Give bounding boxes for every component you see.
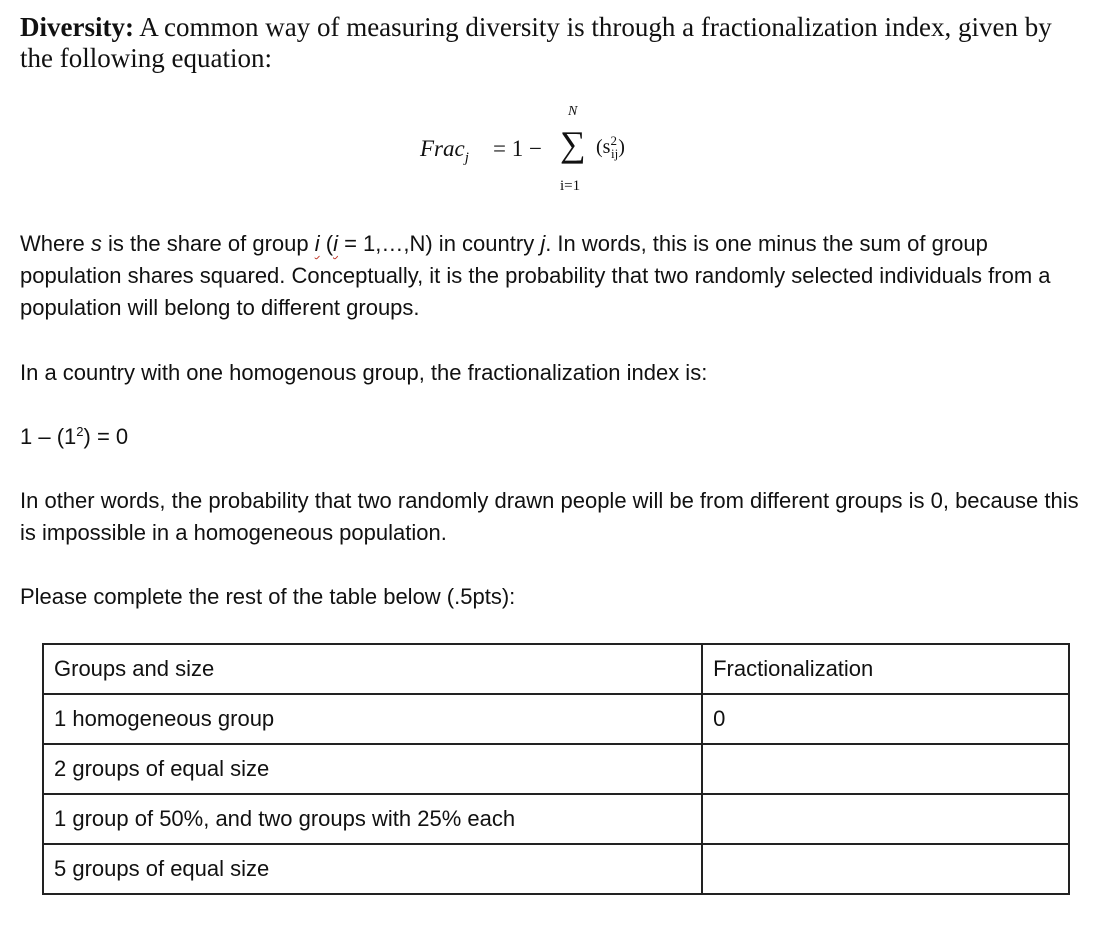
formula-lhs: Frac$_j$ bbox=[420, 136, 469, 166]
fractionalization-formula bbox=[420, 100, 680, 200]
formula-upper-limit: N bbox=[568, 104, 578, 119]
table-header-row bbox=[43, 644, 1069, 694]
homogenous-intro: In a country with one homogenous group, the fractionalization index is: bbox=[20, 360, 708, 385]
explanation-paragraph: In other words, the probability that two randomly drawn people will be from different groups is 0, because this is impossible in a homogeneous population. bbox=[20, 488, 1079, 545]
fractionalization-cell[interactable] bbox=[702, 744, 1069, 794]
definition-paragraph: Where s is the share of group i (i = 1,…,N) in country j. In words, this is one minus the sum of group population shares squared. Conceptually, it is the probability that two randomly selected individuals from a population will belong to different groups. bbox=[20, 231, 1051, 320]
table-row bbox=[43, 844, 1069, 894]
fractionalization-table bbox=[42, 643, 1070, 895]
groups-cell: 2 groups of equal size bbox=[43, 744, 702, 794]
formula-term: $(s^2_{ij})$ bbox=[596, 133, 625, 161]
example-equation: $1 - (1^2) = 0$ bbox=[20, 424, 129, 449]
groups-cell: 5 groups of equal size bbox=[43, 844, 702, 894]
table-row bbox=[43, 694, 1069, 744]
intro-paragraph bbox=[20, 12, 1080, 74]
groups-cell: 1 group of 50%, and two groups with 25% each bbox=[43, 794, 702, 844]
fractionalization-cell[interactable] bbox=[702, 794, 1069, 844]
instruction-text: Please complete the rest of the table below (.5pts): bbox=[20, 584, 516, 609]
fractionalization-cell[interactable] bbox=[702, 844, 1069, 894]
diversity-heading: Diversity: bbox=[20, 12, 134, 42]
formula-equals: = 1 − bbox=[493, 136, 542, 161]
formula-lower-limit: i=1 bbox=[560, 178, 581, 194]
fractionalization-cell: Fractionalization bbox=[702, 644, 1069, 694]
summation-symbol: ∑ bbox=[560, 124, 586, 164]
table-row bbox=[43, 794, 1069, 844]
intro-text: A common way of measuring diversity is through a fractionalization index, given by the following equation: bbox=[20, 12, 1052, 73]
groups-cell: Groups and size bbox=[43, 644, 702, 694]
groups-cell: 1 homogeneous group bbox=[43, 694, 702, 744]
fractionalization-cell[interactable]: 0 bbox=[702, 694, 1069, 744]
table-row bbox=[43, 744, 1069, 794]
